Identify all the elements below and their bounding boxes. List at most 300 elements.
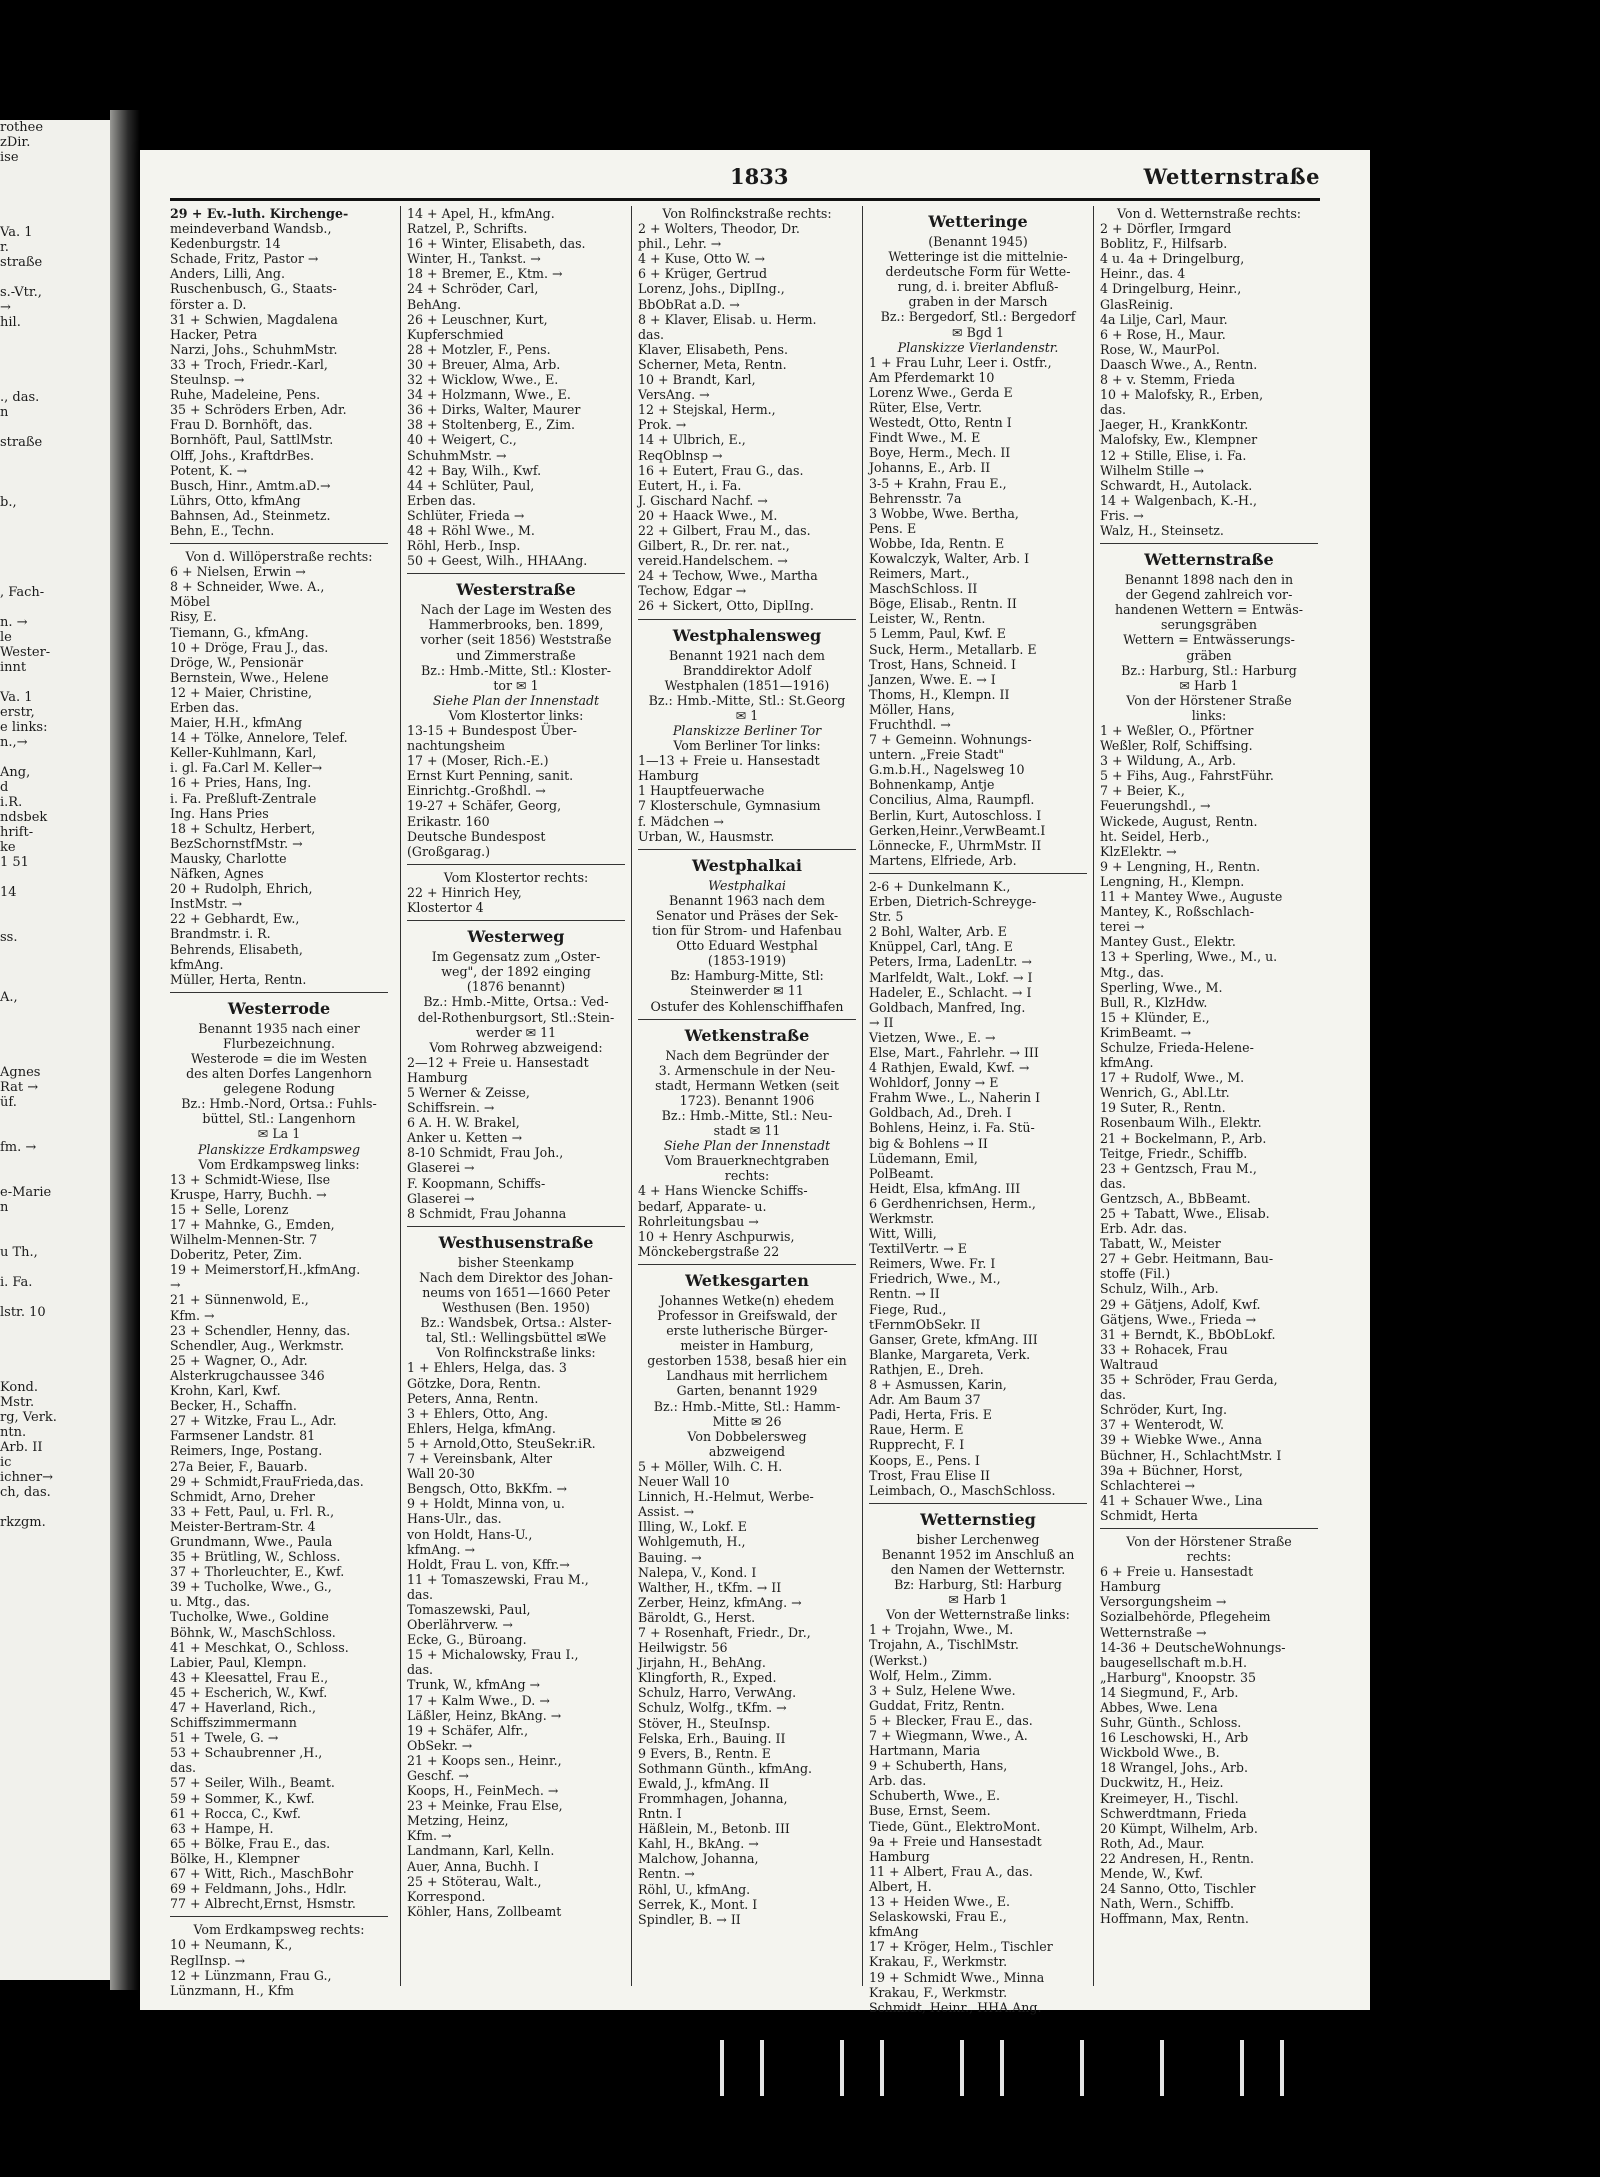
directory-entry: 36 + Dirks, Walter, Maurer <box>407 402 581 418</box>
section-divider <box>638 1264 856 1265</box>
left-page-fragment-line <box>0 1335 110 1350</box>
directory-entry: Kupferschmied <box>407 326 504 342</box>
directory-entry: Behn, E., Techn. <box>170 522 275 538</box>
directory-entry: Roth, Ad., Maur. <box>1100 1835 1205 1851</box>
directory-entry: Lüdemann, Emil, <box>869 1150 978 1166</box>
street-heading: Westerweg <box>467 927 565 947</box>
directory-entry: 13 + Schmidt-Wiese, Ilse <box>170 1171 331 1187</box>
directory-entry: Findt Wwe., M. E <box>869 430 981 446</box>
directory-entry: 6 + Rose, H., Maur. <box>1100 326 1226 342</box>
directory-entry: 61 + Rocca, C., Kwf. <box>170 1805 301 1821</box>
header-rule <box>170 198 1320 201</box>
directory-entry: 51 + Twele, G. → <box>170 1730 279 1746</box>
directory-entry: VersAng. → <box>638 387 710 403</box>
directory-entry: Olff, Johs., KraftdrBes. <box>170 447 314 463</box>
directory-entry: Mitte ✉ 26 <box>712 1413 782 1429</box>
directory-entry: 39 + Wiebke Wwe., Anna <box>1100 1432 1262 1448</box>
left-page-fragment-line: ndsbek <box>0 810 48 825</box>
directory-entry: Bengsch, Otto, BkKfm. → <box>407 1481 568 1497</box>
directory-entry: Reimers, Mart., <box>869 566 970 582</box>
directory-entry: Planskizze Berliner Tor <box>672 723 822 738</box>
directory-entry: Bz: Harburg, Stl: Harburg <box>894 1577 1062 1593</box>
directory-entry: 9 + Holdt, Minna von, u. <box>407 1496 565 1512</box>
directory-entry: Heidt, Elsa, kfmAng. III <box>869 1180 1021 1196</box>
directory-entry: Duckwitz, H., Heiz. <box>1100 1775 1224 1791</box>
left-page-fragment-line: n.,→ <box>0 735 28 750</box>
directory-entry: 16 + Eutert, Frau G., das. <box>638 462 804 478</box>
directory-entry: ✉ La 1 <box>257 1126 301 1142</box>
directory-entry: Becker, H., Schaffn. <box>170 1398 297 1414</box>
directory-entry: 38 + Stoltenberg, E., Zim. <box>407 417 576 433</box>
directory-entry: Benannt 1921 nach dem <box>669 647 825 663</box>
directory-entry: Eutert, H., i. Fa. <box>638 477 742 493</box>
directory-entry: Knüppel, Carl, tAng. E <box>869 939 1013 955</box>
directory-entry: Grundmann, Wwe., Paula <box>170 1533 333 1549</box>
left-page-fragment-line: Agnes <box>0 1065 41 1080</box>
directory-entry: Kowalczyk, Walter, Arb. I <box>869 550 1030 566</box>
directory-entry: 28 + Motzler, F., Pens. <box>407 341 551 357</box>
directory-entry: Wohldorf, Jonny → E <box>869 1075 999 1091</box>
directory-entry: (1853-1919) <box>707 953 787 969</box>
directory-entry: Ewald, J., kfmAng. II <box>638 1775 770 1791</box>
section-divider <box>170 992 388 993</box>
directory-entry: Dröge, W., Pensionär <box>170 654 304 670</box>
directory-entry: 35 + Schröder, Frau Gerda, <box>1100 1372 1278 1388</box>
directory-entry: 40 + Weigert, C., <box>407 432 517 448</box>
left-page-fragment-line <box>0 180 110 195</box>
directory-entry: Hamburg <box>638 768 699 784</box>
directory-entry: Linnich, H.-Helmut, Werbe- <box>638 1489 814 1505</box>
directory-entry: Röhl, U., kfmAng. <box>638 1881 751 1897</box>
directory-entry: Peters, Irma, LadenLtr. → <box>869 954 1032 970</box>
directory-entry: Lünzmann, H., Kfm <box>170 1982 294 1998</box>
left-page-fragment-line <box>0 210 110 225</box>
left-page-fragment-line <box>0 960 110 975</box>
directory-entry: das. <box>1100 1175 1127 1191</box>
directory-entry: das. <box>407 1586 434 1602</box>
directory-entry: Steinwerder ✉ 11 <box>690 983 804 999</box>
directory-entry: Ing. Hans Pries <box>170 805 269 821</box>
directory-entry: Ernst Kurt Penning, sanit. <box>407 768 574 784</box>
left-page-fragment-line <box>0 420 110 435</box>
directory-entry: Jaeger, H., KrankKontr. <box>1100 417 1249 433</box>
directory-entry: Einrichtg.-Großhdl. → <box>407 783 546 799</box>
directory-entry: 7 + Wiegmann, Wwe., A. <box>869 1728 1028 1743</box>
directory-entry: Anker u. Ketten → <box>407 1130 523 1146</box>
directory-entry: 27a Beier, F., Bauarb. <box>170 1458 308 1474</box>
directory-entry: Heinr., das. 4 <box>1100 266 1186 282</box>
directory-entry: Korrespond. <box>407 1888 486 1904</box>
directory-entry: von Holdt, Hans-U., <box>407 1526 533 1542</box>
directory-entry: 6 A. H. W. Brakel, <box>407 1115 520 1131</box>
directory-entry: Ostufer des Kohlenschiffhafen <box>650 998 844 1014</box>
directory-entry: derdeutsche Form für Wette- <box>885 264 1071 280</box>
directory-entry: vorher (seit 1856) Weststraße <box>420 632 612 648</box>
directory-entry: 16 Leschowski, H., Arb <box>1100 1730 1249 1746</box>
left-page-fragment-line <box>0 750 110 765</box>
directory-entry: 8 + v. Stemm, Frieda <box>1100 372 1236 388</box>
left-page-fragment-line: Ang, <box>0 765 31 780</box>
left-page-fragment-line: i.R. <box>0 795 23 810</box>
section-divider <box>407 573 625 574</box>
directory-entry: Hamburg <box>869 1848 930 1864</box>
section-caption: Von d. Wetternstraße rechts: <box>1116 206 1302 221</box>
street-heading: Wetkenstraße <box>684 1025 810 1045</box>
directory-entry: den Namen der Wetternstr. <box>890 1561 1066 1577</box>
left-page-fragment-line: n <box>0 1200 9 1215</box>
directory-entry: Reimers, Wwe. Fr. I <box>869 1256 996 1272</box>
left-page-fragment-line: innt <box>0 660 27 675</box>
directory-entry: untern. „Freie Stadt" <box>869 747 1005 763</box>
left-page-fragment-line <box>0 1350 110 1365</box>
directory-entry: büttel, Stl.: Langenhorn <box>202 1111 356 1127</box>
column-2 <box>400 206 625 1986</box>
directory-entry: Abbes, Wwe. Lena <box>1100 1700 1218 1715</box>
directory-entry: 23 + Gentzsch, Frau M., <box>1100 1160 1257 1176</box>
directory-entry: 22 + Gilbert, Frau M., das. <box>638 522 811 538</box>
directory-entry: tFernmObSekr. II <box>869 1316 981 1332</box>
left-page-fragment-line <box>0 270 110 285</box>
directory-entry: 27 + Witzke, Frau L., Adr. <box>170 1413 337 1429</box>
left-page-fragment-line <box>0 450 110 465</box>
directory-entry: 4a Lilje, Carl, Maur. <box>1100 311 1228 327</box>
directory-entry: Erben das. <box>407 492 476 508</box>
directory-entry: Stöver, H., SteuInsp. <box>638 1715 771 1731</box>
directory-entry: 39a + Büchner, Horst, <box>1100 1462 1243 1478</box>
directory-entry: 10 + Neumann, K., <box>170 1937 293 1953</box>
directory-entry: das. <box>1100 1387 1127 1403</box>
directory-entry: 4 Dringelburg, Heinr., <box>1100 281 1242 297</box>
directory-entry: Reimers, Inge, Postang. <box>170 1443 323 1459</box>
directory-entry: Bahnsen, Ad., Steinmetz. <box>170 507 331 523</box>
directory-entry: 33 + Rohacek, Frau <box>1100 1341 1228 1357</box>
left-page-fragment-line <box>0 1320 110 1335</box>
left-page-fragment-line <box>0 675 110 690</box>
directory-entry: Versorgungsheim → <box>1100 1594 1227 1610</box>
directory-entry: Behrensstr. 7a <box>869 490 962 506</box>
directory-entry: Hadeler, E., Schlacht. → I <box>869 984 1032 1000</box>
directory-entry: 47 + Haverland, Rich., <box>170 1700 317 1715</box>
directory-entry: 10 + Dröge, Frau J., das. <box>170 639 329 655</box>
directory-entry: 14 + Walgenbach, K.-H., <box>1100 492 1257 508</box>
page-gutter-shadow <box>110 110 140 1990</box>
directory-entry: Koops, H., FeinMech. → <box>407 1783 559 1799</box>
directory-entry: baugesellschaft m.b.H. <box>1100 1654 1248 1670</box>
directory-entry: Rathjen, E., Dreh. <box>869 1361 984 1377</box>
directory-entry: Rupprecht, F. I <box>869 1437 965 1453</box>
section-divider <box>638 1019 856 1020</box>
directory-entry: förster a. D. <box>170 296 247 312</box>
left-page-fragment-line <box>0 345 110 360</box>
directory-entry: phil., Lehr. → <box>638 236 722 252</box>
section-caption: Von der Hörstener Straße <box>1126 692 1292 708</box>
directory-entry: 22 + Gebhardt, Ew., <box>170 911 300 927</box>
directory-entry: Bz.: Hmb.-Mitte, Stl.: Neu- <box>661 1107 833 1123</box>
directory-entry: Wall 20-30 <box>407 1466 475 1482</box>
directory-entry: Möbel <box>170 594 211 610</box>
directory-entry: 20 + Rudolph, Ehrich, <box>170 881 313 897</box>
directory-entry: G.m.b.H., Nagelsweg 10 <box>869 762 1025 778</box>
left-page-fragment-line: Mstr. <box>0 1395 35 1410</box>
directory-entry: Gilbert, R., Dr. rer. nat., <box>638 538 790 554</box>
directory-entry: Nalepa, V., Kond. I <box>638 1564 757 1580</box>
left-page-fragment-line: r. <box>0 240 9 255</box>
directory-entry: Senator und Präses der Sek- <box>655 907 839 923</box>
directory-entry: 2 + Dörfler, Irmgard <box>1100 221 1232 237</box>
directory-entry: terei → <box>1100 919 1145 935</box>
directory-entry: bisher Lerchenweg <box>916 1531 1040 1547</box>
directory-entry: SchuhmMstr. → <box>407 447 507 463</box>
directory-entry: 14-36 + DeutscheWohnungs- <box>1100 1639 1286 1655</box>
directory-entry: Mtg., das. <box>1100 964 1165 980</box>
directory-entry: erste lutherische Bürger- <box>666 1323 828 1339</box>
directory-entry: Meister-Bertram-Str. 4 <box>170 1518 316 1534</box>
directory-entry: Geschf. → <box>407 1768 469 1783</box>
directory-entry: 24 + Schröder, Carl, <box>407 281 539 297</box>
directory-entry: Heilwigstr. 56 <box>638 1640 728 1656</box>
left-page-fragment-line <box>0 1170 110 1185</box>
section-caption: abzweigend <box>708 1443 786 1459</box>
directory-entry: GlasReinig. <box>1100 296 1174 312</box>
left-page-fragment-line: n <box>0 405 9 420</box>
directory-entry: Rentn. → <box>638 1866 695 1882</box>
left-page-fragment-line <box>0 1020 110 1035</box>
directory-entry: Kruspe, Harry, Buchh. → <box>170 1186 327 1202</box>
section-divider <box>407 920 625 921</box>
section-caption: Von Dobbelersweg <box>687 1428 807 1444</box>
directory-entry: Teitge, Friedr., Schiffb. <box>1100 1145 1248 1161</box>
left-page-fragment-line <box>0 195 110 210</box>
street-heading: Westerstraße <box>456 580 576 600</box>
directory-entry: ReglInsp. → <box>170 1952 246 1968</box>
left-page-fragment-line: Wester- <box>0 645 51 660</box>
left-page-fragment-line <box>0 330 110 345</box>
directory-entry: Flurbezeichnung. <box>222 1035 336 1051</box>
directory-entry: TextilVertr. → E <box>869 1241 967 1257</box>
directory-entry: Concilius, Alma, Raumpfl. <box>869 792 1035 808</box>
directory-entry: Wolf, Helm., Zimm. <box>869 1667 992 1683</box>
left-page-fragment-line: le <box>0 630 12 645</box>
section-divider <box>1100 543 1318 544</box>
directory-entry: Bull, R., KlzHdw. <box>1100 994 1208 1010</box>
directory-entry: Bohnenkamp, Antje <box>869 777 995 793</box>
left-page-fragment-line: s.-Vtr., <box>0 285 42 300</box>
directory-entry: Bauing. → <box>638 1549 702 1565</box>
directory-entry: KrimBeamt. → <box>1100 1024 1192 1040</box>
left-page-fragment-line: i. Fa. <box>0 1275 33 1290</box>
directory-entry: Lorenz Wwe., Gerda E <box>869 384 1013 400</box>
directory-entry: Werkmstr. <box>869 1211 935 1226</box>
directory-entry: des alten Dorfes Langenhorn <box>186 1066 372 1082</box>
directory-entry: 13 + Sperling, Wwe., M., u. <box>1100 949 1278 965</box>
directory-entry: 11 + Tomaszewski, Frau M., <box>407 1571 589 1587</box>
directory-entry: Wilhelm Stille → <box>1100 462 1205 478</box>
directory-entry: 19 Suter, R., Rentn. <box>1100 1100 1226 1116</box>
left-page-fragment-line: hil. <box>0 315 21 330</box>
directory-entry: 32 + Wicklow, Wwe., E. <box>407 372 559 388</box>
directory-entry: Anders, Lilli, Ang. <box>170 266 285 282</box>
directory-entry: Assist. → <box>638 1504 695 1520</box>
directory-entry: 22 + Hinrich Hey, <box>407 884 522 900</box>
directory-entry: BbObRat a.D. → <box>638 296 740 312</box>
directory-entry: Häßlein, M., Betonb. III <box>638 1821 790 1837</box>
directory-entry: das. <box>1100 402 1127 418</box>
column-4 <box>862 206 1087 2015</box>
directory-entry: kfmAng <box>869 1924 919 1940</box>
directory-entry: Ratzel, P., Schrifts. <box>407 221 528 237</box>
directory-entry: Bz.: Wandsbek, Ortsa.: Alster- <box>420 1315 612 1331</box>
directory-entry: Albert, H. <box>869 1878 932 1894</box>
directory-entry: tion für Strom- und Hafenbau <box>652 923 842 939</box>
directory-entry: 5 + Blecker, Frau E., das. <box>869 1712 1033 1728</box>
directory-entry: Läßler, Heinz, BkAng. → <box>407 1707 562 1723</box>
directory-entry: 10 + Brandt, Karl, <box>638 372 756 388</box>
directory-entry: 19 + Meimerstorf,H.,kfmAng. <box>170 1262 361 1278</box>
directory-entry: 25 + Tabatt, Wwe., Elisab. <box>1100 1206 1270 1221</box>
directory-entry: Bernstein, Wwe., Helene <box>170 669 329 685</box>
directory-entry: Pens. E <box>869 520 917 536</box>
directory-entry: 5 + Arnold,Otto, SteuSekr.iR. <box>407 1435 596 1451</box>
street-heading: Westerrode <box>227 998 331 1018</box>
directory-entry: Glaserei → <box>407 1190 475 1206</box>
directory-entry: kfmAng. <box>1100 1055 1154 1071</box>
directory-entry: Holdt, Frau L. von, Kffr.→ <box>407 1556 570 1572</box>
directory-entry: 27 + Gebr. Heitmann, Bau- <box>1100 1251 1274 1267</box>
directory-entry: Rohrleitungsbau → <box>638 1213 759 1229</box>
directory-entry: i. gl. Fa.Carl M. Keller→ <box>170 760 323 776</box>
directory-entry: 19-27 + Schäfer, Georg, <box>407 798 562 814</box>
directory-entry: 13-15 + Bundespost Über- <box>407 723 577 738</box>
street-heading: Westphalkai <box>691 855 803 875</box>
section-divider <box>170 543 388 544</box>
directory-entry: 18 Wrangel, Johs., Arb. <box>1100 1760 1248 1776</box>
directory-entry: neums von 1651—1660 Peter <box>422 1285 610 1300</box>
section-caption: Vom Brauerknechtgraben <box>664 1153 830 1169</box>
directory-entry: 7 + Beier, K., <box>1100 783 1185 799</box>
directory-entry: Klostertor 4 <box>407 900 484 916</box>
directory-entry: Boye, Herm., Mech. II <box>869 445 1011 461</box>
directory-entry: Bohlens, Heinz, i. Fa. Stü- <box>869 1120 1035 1136</box>
directory-entry: rung, d. i. breiter Abfluß- <box>897 279 1059 295</box>
section-divider <box>407 1226 625 1227</box>
directory-entry: Am Pferdemarkt 10 <box>869 369 995 385</box>
directory-entry: (Großgarag.) <box>407 843 491 859</box>
street-heading: Wetteringe <box>928 212 1028 231</box>
directory-entry: Potent, K. → <box>170 462 248 478</box>
directory-entry: Siehe Plan der Innenstadt <box>432 692 600 708</box>
directory-entry: Schade, Fritz, Pastor → <box>170 251 319 267</box>
left-page-fragment-line <box>0 555 110 570</box>
directory-entry: Bornhöft, Paul, SattlMstr. <box>170 432 334 448</box>
directory-entry: Nach der Lage im Westen des <box>420 602 612 618</box>
directory-entry: Otto Eduard Westphal <box>676 938 818 954</box>
directory-entry: gelegene Rodung <box>223 1081 335 1097</box>
directory-entry: das. <box>170 1760 197 1776</box>
directory-entry: Schwerdtmann, Frieda <box>1100 1805 1247 1821</box>
directory-entry: 50 + Geest, Wilh., HHAAng. <box>407 553 588 569</box>
running-head: Wetternstraße <box>1143 164 1320 189</box>
directory-entry: werder ✉ 11 <box>475 1024 557 1040</box>
directory-entry: Mausky, Charlotte <box>170 850 287 866</box>
directory-entry: 69 + Feldmann, Johs., Hdlr. <box>170 1881 347 1897</box>
directory-entry: Arb. das. <box>869 1773 927 1789</box>
directory-entry: 14 + Apel, H., kfmAng. <box>407 206 555 221</box>
left-page-fragment-line <box>0 1035 110 1050</box>
directory-entry: Näfken, Agnes <box>170 866 264 882</box>
directory-page <box>140 150 1370 2015</box>
directory-entry: Janzen, Wwe. E. → I <box>869 671 996 687</box>
directory-entry: 31 + Berndt, K., BbObLokf. <box>1100 1326 1276 1342</box>
directory-entry: (1876 benannt) <box>466 979 566 995</box>
left-page-fragment-line: hrift- <box>0 825 34 840</box>
directory-entry: Nach dem Begründer der <box>665 1047 829 1063</box>
directory-entry: f. Mädchen → <box>638 813 724 829</box>
directory-entry: Wetteringe ist die mittelnie- <box>888 249 1068 265</box>
directory-entry: Benannt 1952 im Anschluß an <box>881 1546 1075 1562</box>
directory-entry: Tomaszewski, Paul, <box>407 1601 531 1617</box>
directory-entry: stadt, Hermann Wetken (seit <box>655 1077 839 1093</box>
directory-entry: Goldbach, Ad., Dreh. I <box>869 1105 1012 1121</box>
directory-entry: Thoms, H., Klempn. II <box>869 686 1010 702</box>
left-page-fragment-line <box>0 1365 110 1380</box>
directory-entry: Deutsche Bundespost <box>407 828 546 844</box>
directory-entry: 3 Wobbe, Wwe. Bertha, <box>869 505 1019 521</box>
left-page-fragment-line: zDir. <box>0 135 31 150</box>
directory-entry: Illing, W., Lokf. E <box>638 1519 747 1535</box>
directory-entry: Winter, H., Tankst. → <box>407 251 541 267</box>
directory-entry: ✉ Harb 1 <box>1179 677 1239 693</box>
directory-entry: 21 + Bockelmann, P., Arb. <box>1100 1130 1267 1146</box>
directory-entry: Nach dem Direktor des Johan- <box>419 1269 613 1285</box>
directory-entry: tor ✉ 1 <box>493 677 539 693</box>
directory-entry: Ruschenbusch, G., Staats- <box>170 281 337 297</box>
directory-entry: Klaver, Elisabeth, Pens. <box>638 341 789 357</box>
directory-entry: 22 Andresen, H., Rentn. <box>1100 1850 1255 1866</box>
directory-entry: Fris. → <box>1100 507 1144 523</box>
directory-entry: Trunk, W., kfmAng → <box>407 1677 541 1693</box>
directory-entry: 3 + Sulz, Helene Wwe. <box>869 1682 1016 1698</box>
directory-entry: 65 + Bölke, Frau E., das. <box>170 1835 331 1851</box>
directory-entry: Sozialbehörde, Pflegeheim <box>1100 1609 1271 1625</box>
directory-entry: handenen Wettern = Entwäs- <box>1115 602 1303 618</box>
directory-entry: Rose, W., MaurPol. <box>1100 341 1220 357</box>
directory-entry: Möller, Hans, <box>869 701 955 717</box>
directory-entry: Schmidt, Heinr., HHA.Ang. <box>869 1999 1042 2015</box>
left-page-fragment-line: straße <box>0 255 43 270</box>
directory-entry: 12 + Stille, Elise, i. Fa. <box>1100 447 1247 463</box>
directory-entry: Lorenz, Johs., DiplIng., <box>638 281 785 297</box>
directory-entry: 14 + Ulbrich, E., <box>638 432 746 448</box>
directory-entry: 39 + Tucholke, Wwe., G., <box>170 1579 332 1595</box>
directory-entry: Str. 5 <box>869 909 904 925</box>
directory-entry: 23 + Schendler, Henny, das. <box>170 1322 351 1338</box>
directory-entry: Benannt 1898 nach den in <box>1124 572 1294 588</box>
street-heading: Wetkesgarten <box>685 1270 809 1290</box>
directory-entry: Serrek, K., Mont. I <box>638 1896 758 1912</box>
directory-entry: Auer, Anna, Buchh. I <box>407 1858 539 1874</box>
left-page-fragment-line <box>0 165 110 180</box>
directory-entry: tal, Stl.: Wellingsbüttel ✉We <box>425 1330 607 1346</box>
directory-entry: 2—12 + Freie u. Hansestadt <box>407 1054 589 1070</box>
directory-entry: Kedenburgstr. 14 <box>170 236 281 252</box>
directory-entry: Wickede, August, Rentn. <box>1100 813 1258 829</box>
directory-entry: 33 + Fett, Paul, u. Frl. R., <box>170 1503 335 1519</box>
directory-entry: Götzke, Dora, Rentn. <box>407 1375 541 1391</box>
directory-entry: 13 + Heiden Wwe., E. <box>869 1894 1011 1910</box>
directory-entry: Hans-Ulr., das. <box>407 1511 502 1527</box>
directory-entry: weg", der 1892 einging <box>441 964 591 980</box>
directory-entry: Rntn. I <box>638 1806 682 1822</box>
